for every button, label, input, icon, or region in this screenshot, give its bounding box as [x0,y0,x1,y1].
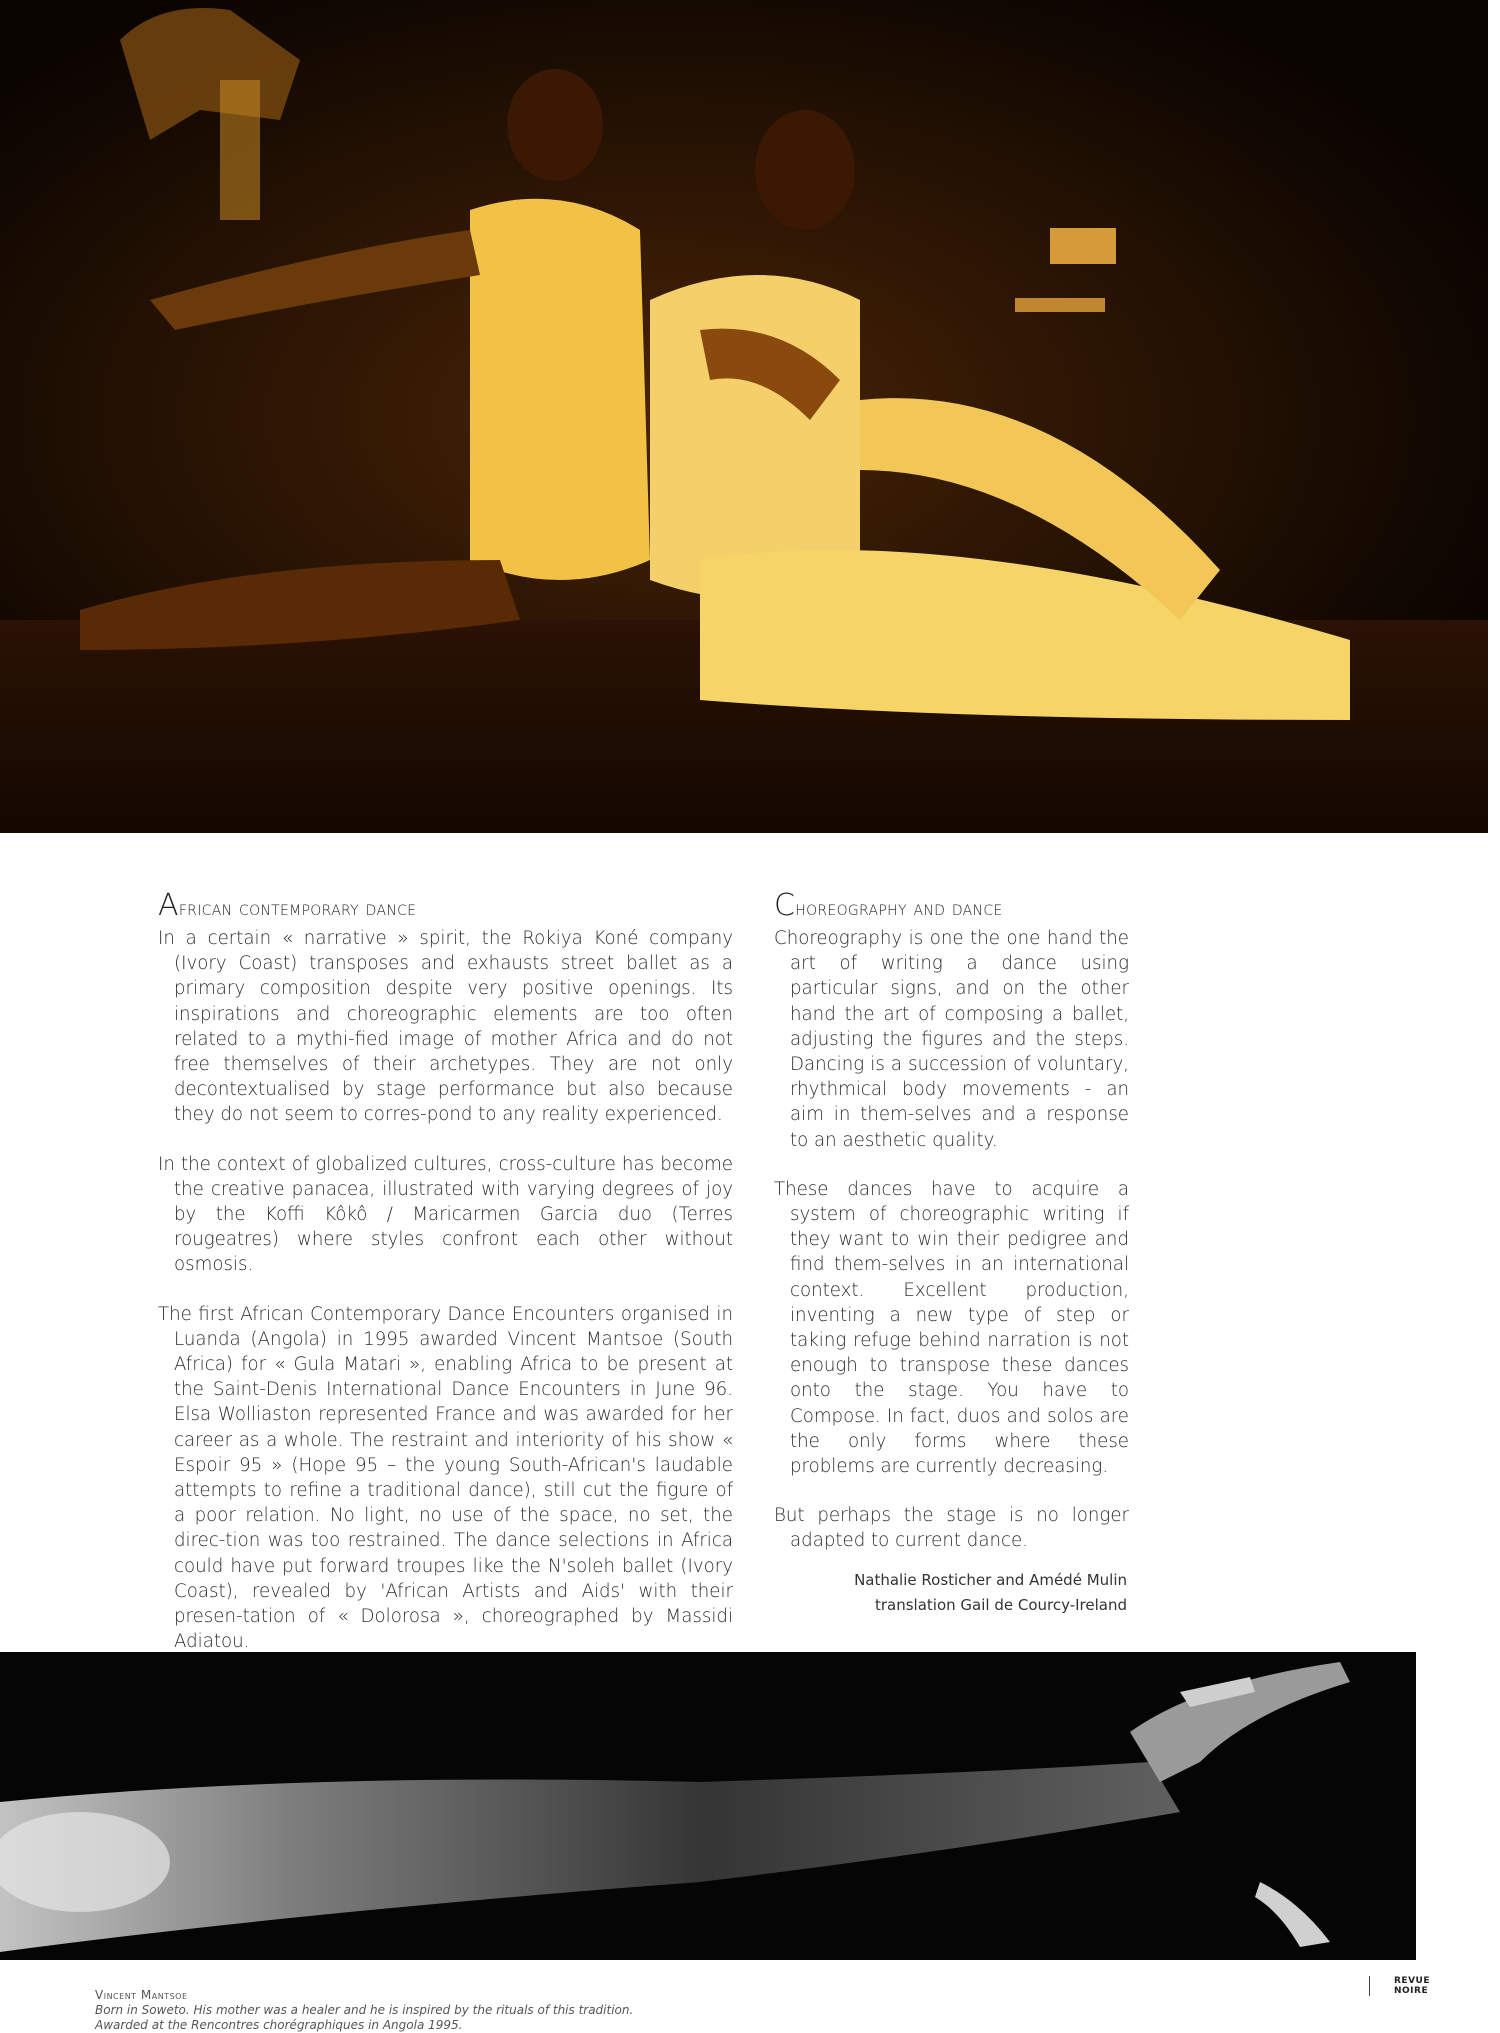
paragraph: The first African Contemporary Dance Encounters organised in Luanda (Angola) in 1995 awarded Vincent Mantsoe (South Africa) for « Gula Matari », enabling Africa to be present at the Saint-Denis International Dance Encounters in June 96. Elsa Wolliaston represented France and was awarded for her career as a whole. The restraint and interiority of his show « Espoir 95 » (Hope 95 – the young South-African's laudable attempts to refine a traditional dance), still cut the figure of a poor relation. No light, no use of the space, no set, the direc-tion was too restrained. The dance selections in Africa could have put forward troupes like the N'soleh ballet (Ivory Coast), revealed by 'African Artists and Aids' with their presen-tation of « Dolorosa », choreographed by Massidi Adiatou. [158,1303,733,1653]
top-stage-photo [0,0,1488,833]
section-heading: African contemporary dance [158,888,417,923]
author-credit: Nathalie Rosticher and Amédé Mulin [854,1570,1127,1589]
caption-name: Vincent Mantsoe [95,1988,188,2002]
paragraph: But perhaps the stage is no longer adapted to current dance. [774,1505,1129,1552]
page-mark-line: REVUE [1394,1976,1430,1986]
paragraph: In a certain « narrative » spirit, the Rokiya Koné company (Ivory Coast) transposes and exhausts street ballet as a primary composition despite very positive openings. Its inspirations and choreographic elements are too often related to a mythi-fied image of mother Africa and do not free themselves of their archetypes. They are not only decontextualised by stage performance but also because they do not seem to corres-pond to any reality experienced. [158,928,733,1126]
translation-credit: translation Gail de Courcy-Ireland [874,1595,1127,1614]
right-column [774,888,1129,1618]
magazine-page-mark [1369,1976,1442,1996]
dancers-on-stage-photo-icon [0,0,1488,833]
caption-line: Awarded at the Rencontres chorégraphiques in Angola 1995. [95,2018,463,2032]
page-mark-line: NOIRE [1394,1986,1429,1996]
outstretched-arm-photo-icon [0,1652,1416,1960]
paragraph: In the context of globalized cultures, cross-culture has become the creative panacea, illustrated with varying degrees of joy by the Koffi Kôkô / Maricarmen Garcia duo (Terres rougeatres) where styles confront each other without osmosis. [158,1153,733,1276]
section-heading: Choreography and dance [774,888,1003,923]
paragraph: These dances have to acquire a system of choreographic writing if they want to win their pedigree and find them-selves in an international context. Excellent production, inventing a new type of step or taking refuge behind narration is not enough to transpose these dances onto the stage. You have to Compose. In fact, duos and solos are the only forms where these problems are currently decreasing. [774,1178,1129,1478]
caption-line: Born in Soweto. His mother was a healer and he is inspired by the rituals of this tradition. [95,2003,634,2017]
photo-caption [95,1988,895,2033]
bottom-arm-photo [0,1652,1416,1960]
paragraph: Choreography is one the one hand the art of writing a dance using particular signs, and on the other hand the art of composing a ballet, adjusting the figures and the steps. Dancing is a succession of voluntary, rhythmical body movements - an aim in them-selves and a response to an aesthetic quality. [774,928,1129,1151]
left-column [158,888,733,1678]
